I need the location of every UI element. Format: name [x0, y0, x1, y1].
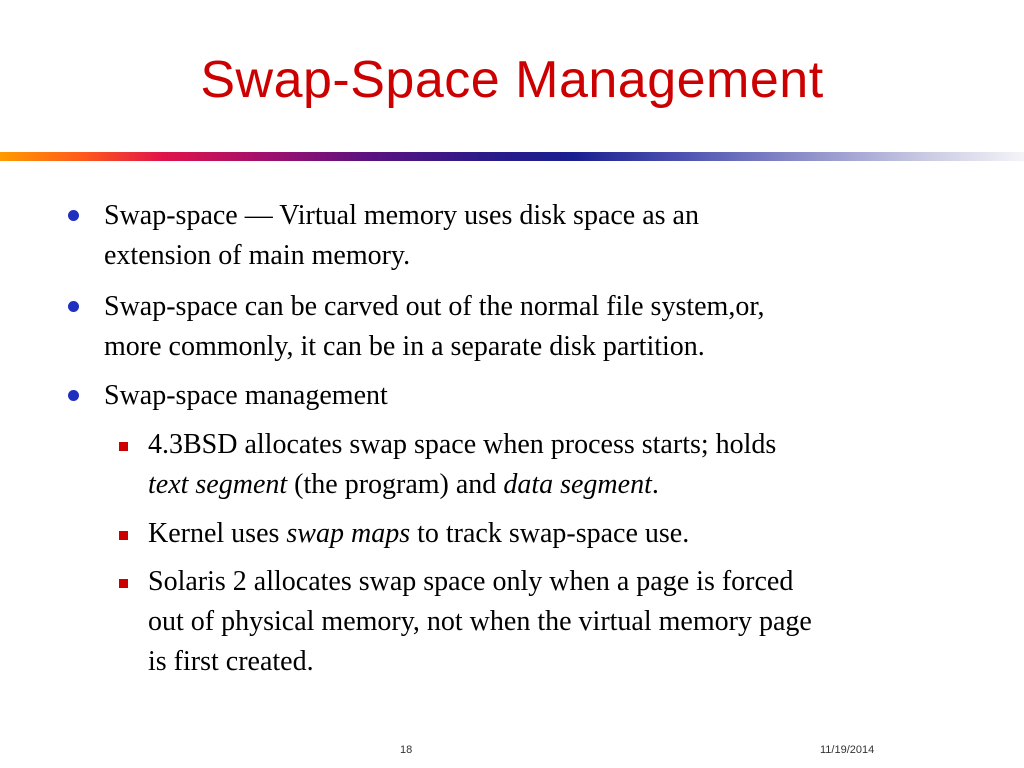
sub-bullet-1-line-2: text segment (the program) and data segment. — [148, 469, 659, 500]
bullet-2-line-1: Swap-space can be carved out of the normal file system,or, — [104, 291, 765, 322]
slide-title: Swap-Space Management — [200, 51, 824, 109]
term-text-segment: text segment — [148, 469, 288, 500]
title-gradient-rule — [0, 152, 1024, 161]
bullet-dot-icon — [68, 210, 79, 221]
bullet-2-line-2: more commonly, it can be in a separate disk partition. — [104, 331, 705, 362]
bullet-dot-icon — [68, 390, 79, 401]
sub-bullet-3-line-3: is first created. — [148, 646, 314, 677]
page-number: 18 — [400, 744, 413, 756]
bullet-3-line-1: Swap-space management — [104, 380, 388, 411]
bullet-1-line-2: extension of main memory. — [104, 240, 411, 271]
term-data-segment: data segment — [503, 469, 652, 500]
term-swap-maps: swap maps — [286, 518, 411, 549]
sub-bullet-3-line-1: Solaris 2 allocates swap space only when a page is forced — [148, 566, 794, 597]
sub-bullet-1-line-1: 4.3BSD allocates swap space when process starts; holds — [148, 429, 777, 460]
bullet-1-line-1: Swap-space — Virtual memory uses disk space as an — [104, 200, 699, 231]
sub-bullet-square-icon — [119, 579, 128, 588]
footer-date: 11/19/2014 — [820, 744, 875, 756]
sub-bullet-3-line-2: out of physical memory, not when the virtual memory page — [148, 606, 812, 637]
sub-bullet-square-icon — [119, 531, 128, 540]
bullet-dot-icon — [68, 301, 79, 312]
sub-bullet-2-line-1: Kernel uses swap maps to track swap-space use. — [148, 518, 690, 549]
sub-bullet-square-icon — [119, 442, 128, 451]
